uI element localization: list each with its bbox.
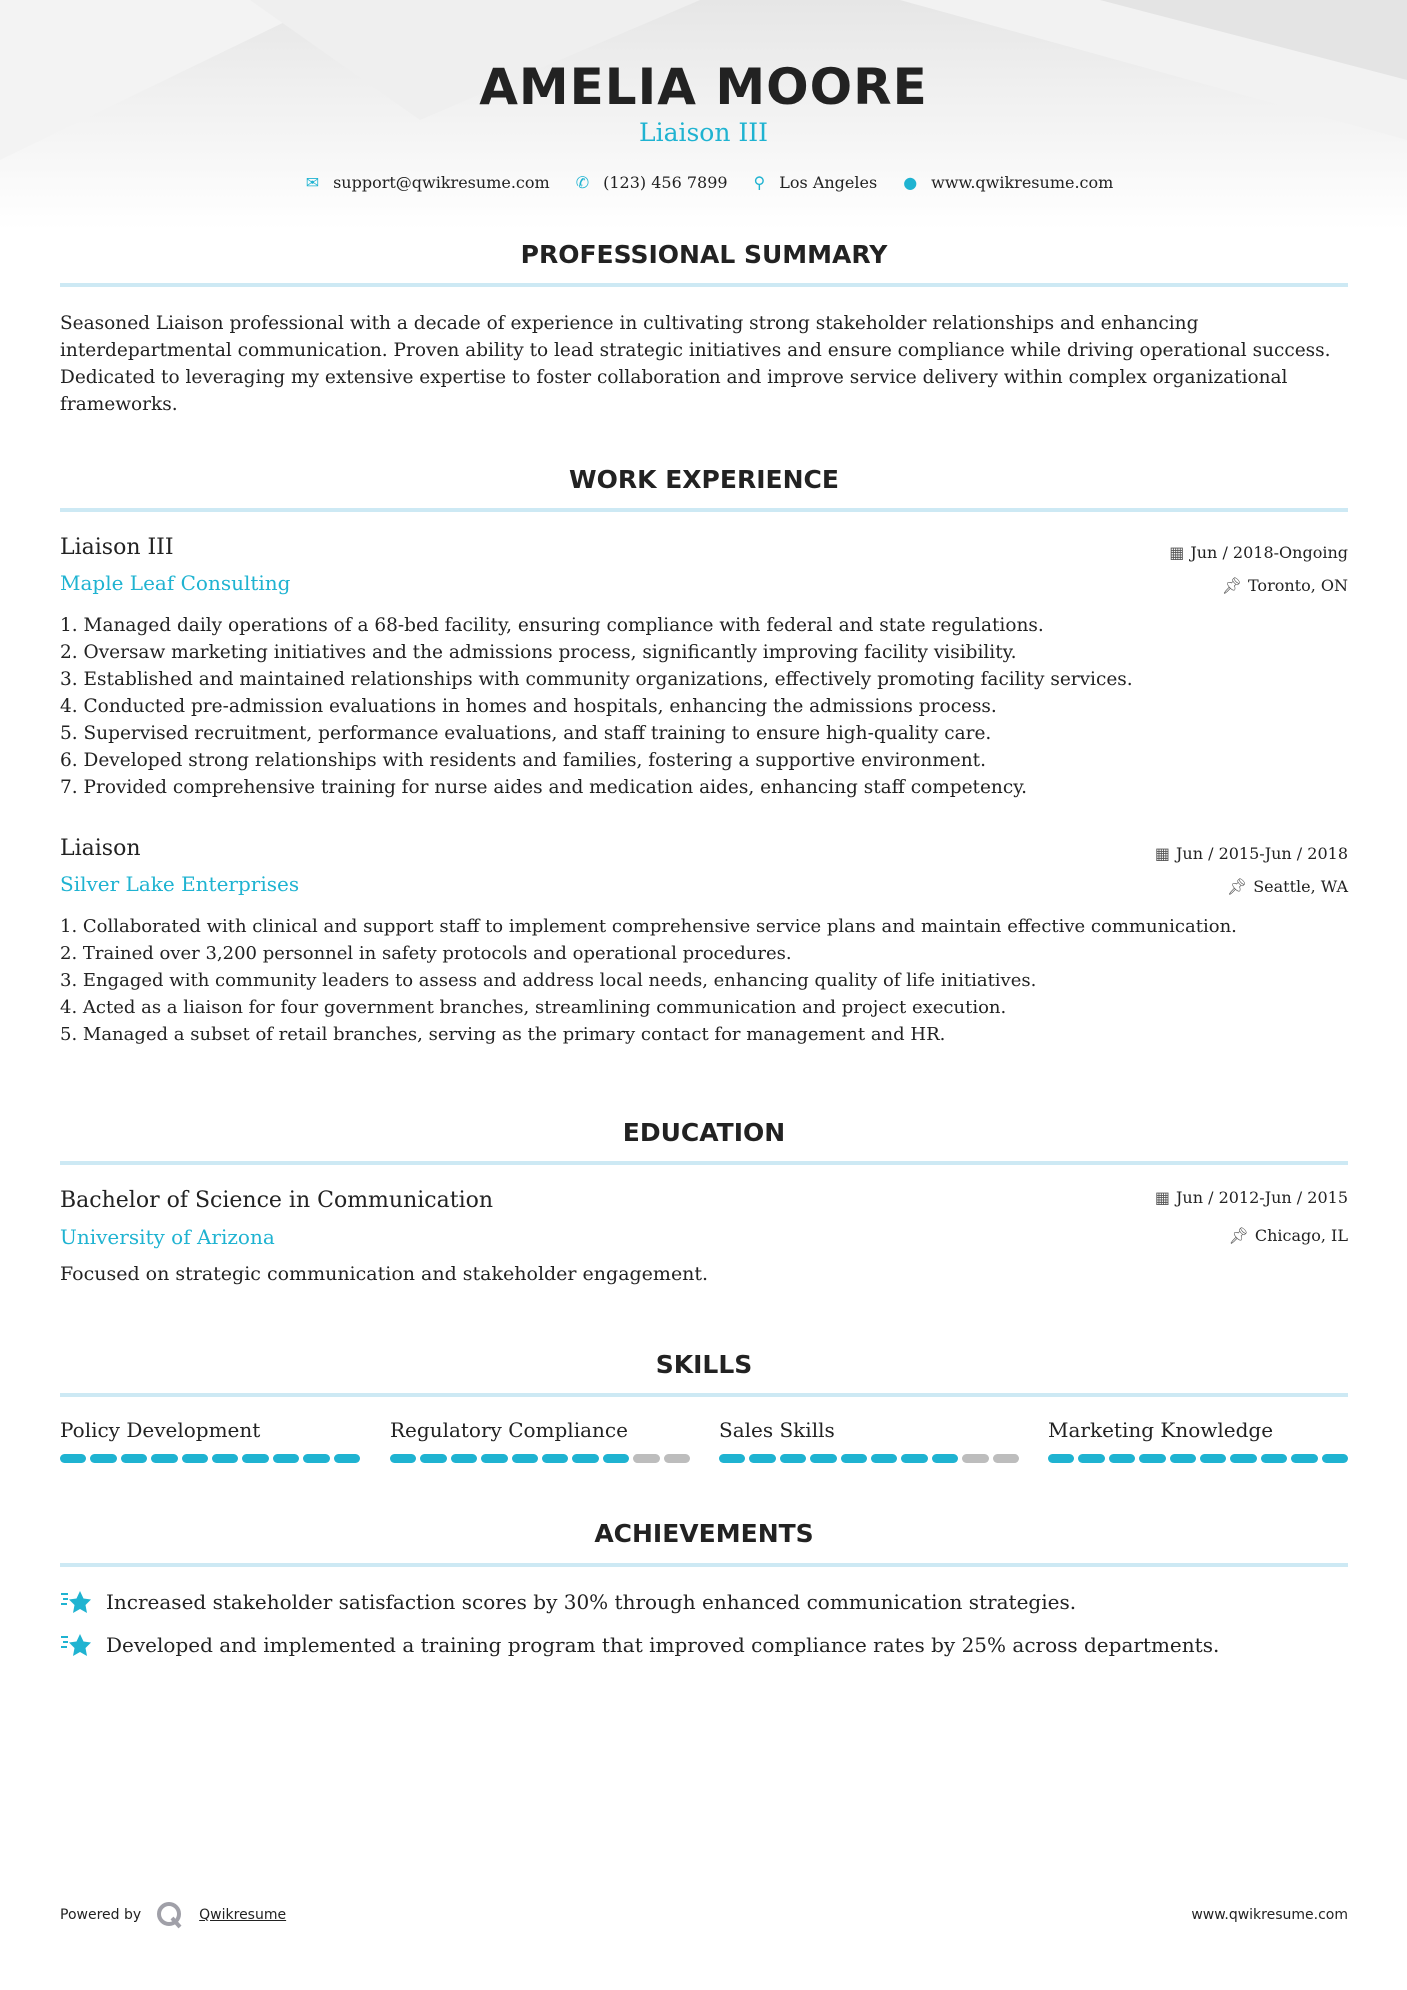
skill-segment-filled [182, 1454, 208, 1463]
skill-level-bar [1048, 1454, 1348, 1463]
education-description: Focused on strategic communication and stakeholder engagement. [60, 1263, 709, 1285]
star-icon [60, 1631, 92, 1659]
education-dates [1155, 1188, 1348, 1207]
footer-website-link[interactable]: www.qwikresume.com [1191, 1907, 1348, 1923]
dates-text: Jun / 2012-Jun / 2015 [1175, 1188, 1348, 1207]
job-bullets [60, 913, 1360, 1048]
skill-item [1048, 1418, 1348, 1463]
skill-segment-filled [1048, 1454, 1074, 1463]
calendar-icon: ▦ [1154, 844, 1170, 863]
location-text: Los Angeles [779, 173, 878, 192]
skill-segment-filled [1200, 1454, 1226, 1463]
achievement-text: Developed and implemented a training program that improved compliance rates by 25% across departments. [106, 1633, 1220, 1657]
skill-segment-empty [664, 1454, 690, 1463]
skill-segment-filled [273, 1454, 299, 1463]
location-text: Seattle, WA [1253, 877, 1348, 896]
list-item: 2. Trained over 3,200 personnel in safety protocols and operational procedures. [60, 943, 792, 964]
section-heading-skills: SKILLS [655, 1350, 753, 1379]
skill-segment-filled [60, 1454, 86, 1463]
skill-segment-empty [993, 1454, 1019, 1463]
skill-segment-empty [962, 1454, 988, 1463]
list-item: 5. Managed a subset of retail branches, serving as the primary contact for management and HR. [60, 1024, 946, 1045]
divider [60, 1563, 1348, 1567]
achievement-item [60, 1588, 1076, 1616]
job-title: Liaison [60, 836, 141, 861]
company-name: Maple Leaf Consulting [60, 571, 291, 595]
phone-text: (123) 456 7899 [603, 173, 728, 192]
skill-segment-filled [481, 1454, 507, 1463]
divider [60, 1161, 1348, 1165]
phone-icon: ✆ [575, 173, 590, 192]
skill-segment-filled [1322, 1454, 1348, 1463]
skill-name: Regulatory Compliance [390, 1418, 628, 1442]
divider [60, 508, 1348, 512]
footer-powered [60, 1900, 286, 1930]
website-link[interactable]: www.qwikresume.com [931, 173, 1114, 192]
skill-segment-filled [303, 1454, 329, 1463]
skill-segment-filled [334, 1454, 360, 1463]
skill-segment-filled [121, 1454, 147, 1463]
skill-segment-filled [451, 1454, 477, 1463]
list-item: 1. Collaborated with clinical and support staff to implement comprehensive service plans and maintain effective communication. [60, 916, 1237, 937]
location-text: Chicago, IL [1254, 1226, 1348, 1245]
dates-text: Jun / 2015-Jun / 2018 [1175, 844, 1348, 863]
qwikresume-logo-icon [155, 1900, 185, 1930]
skill-item [719, 1418, 1019, 1463]
pushpin-icon: 📌︎ [1228, 1226, 1249, 1245]
skill-name: Policy Development [60, 1418, 261, 1442]
list-item: 3. Established and maintained relationships with community organizations, effectively promoting facility services. [60, 669, 1133, 690]
list-item: 5. Supervised recruitment, performance evaluations, and staff training to ensure high-quality care. [60, 723, 992, 744]
job-bullets [60, 612, 1360, 801]
section-heading-experience: WORK EXPERIENCE [569, 465, 839, 494]
achievement-text: Increased stakeholder satisfaction scores by 30% through enhanced communication strategies. [106, 1590, 1077, 1614]
skill-segment-filled [841, 1454, 867, 1463]
section-heading-summary: PROFESSIONAL SUMMARY [520, 240, 888, 269]
skill-segment-filled [212, 1454, 238, 1463]
skill-segment-filled [1170, 1454, 1196, 1463]
list-item: 6. Developed strong relationships with residents and families, fostering a supportive environment. [60, 750, 986, 771]
qwikresume-link[interactable]: Qwikresume [199, 1907, 287, 1923]
skill-segment-filled [932, 1454, 958, 1463]
list-item: 3. Engaged with community leaders to assess and address local needs, enhancing quality of life initiatives. [60, 970, 1037, 991]
summary-text: Seasoned Liaison professional with a decade of experience in cultivating strong stakeholder relationships and enhancing interdepartmental communication. Proven ability to lead strategic initiatives and ensure compliance while driving operational success. Dedicated to leveraging my extensive expertise to foster collaboration and improve service delivery within complex organizational frameworks. [60, 313, 1331, 415]
skill-segment-filled [1109, 1454, 1135, 1463]
skill-segment-filled [390, 1454, 416, 1463]
pushpin-icon: 📌︎ [1221, 576, 1242, 595]
candidate-name: AMELIA MOORE [479, 58, 928, 116]
skill-segment-filled [542, 1454, 568, 1463]
email-link[interactable]: support@qwikresume.com [333, 173, 550, 192]
skill-segment-filled [1230, 1454, 1256, 1463]
skill-segment-filled [719, 1454, 745, 1463]
list-item: 4. Conducted pre-admission evaluations in homes and hospitals, enhancing the admissions process. [60, 696, 997, 717]
skill-level-bar [719, 1454, 1019, 1463]
skill-segment-filled [1078, 1454, 1104, 1463]
skill-segment-filled [90, 1454, 116, 1463]
skill-segment-filled [749, 1454, 775, 1463]
pushpin-icon: 📌︎ [1226, 877, 1248, 896]
dates-text: Jun / 2018-Ongoing [1190, 543, 1348, 562]
skill-segment-filled [1291, 1454, 1317, 1463]
skill-segment-filled [901, 1454, 927, 1463]
skill-item [60, 1418, 360, 1463]
powered-by-label: Powered by [60, 1907, 142, 1923]
job-location [1222, 576, 1348, 595]
map-pin-icon: ⚲ [753, 173, 766, 192]
company-name: Silver Lake Enterprises [60, 872, 300, 896]
skill-segment-empty [633, 1454, 659, 1463]
divider [60, 283, 1348, 287]
skill-segment-filled [512, 1454, 538, 1463]
list-item: 4. Acted as a liaison for four government branches, streamlining communication and project execution. [60, 997, 1007, 1018]
divider [60, 1393, 1348, 1397]
skill-name: Marketing Knowledge [1048, 1418, 1274, 1442]
achievement-item [60, 1631, 1219, 1659]
skill-segment-filled [871, 1454, 897, 1463]
education-location [1229, 1226, 1348, 1245]
contact-row [0, 173, 1407, 192]
school-name: University of Arizona [60, 1225, 275, 1249]
skill-level-bar [390, 1454, 690, 1463]
candidate-role: Liaison III [638, 118, 769, 147]
skill-segment-filled [1261, 1454, 1287, 1463]
skill-segment-filled [780, 1454, 806, 1463]
skill-segment-filled [151, 1454, 177, 1463]
skill-item [390, 1418, 690, 1463]
calendar-icon: ▦ [1154, 1188, 1170, 1207]
job-location [1227, 877, 1348, 896]
job-dates [1169, 543, 1348, 562]
section-heading-education: EDUCATION [622, 1118, 786, 1147]
skill-segment-filled [603, 1454, 629, 1463]
job-dates [1155, 844, 1348, 863]
skill-level-bar [60, 1454, 360, 1463]
skill-segment-filled [810, 1454, 836, 1463]
envelope-icon: ✉ [305, 173, 320, 192]
list-item: 1. Managed daily operations of a 68-bed facility, ensuring compliance with federal and state regulations. [60, 615, 1044, 636]
skill-segment-filled [572, 1454, 598, 1463]
skill-segment-filled [1139, 1454, 1165, 1463]
globe-icon: ● [903, 173, 918, 192]
star-icon [60, 1588, 92, 1616]
degree-title: Bachelor of Science in Communication [60, 1188, 494, 1213]
skill-name: Sales Skills [719, 1418, 835, 1442]
list-item: 7. Provided comprehensive training for nurse aides and medication aides, enhancing staff competency. [60, 777, 1028, 798]
calendar-icon: ▦ [1169, 543, 1185, 562]
section-heading-achievements: ACHIEVEMENTS [594, 1519, 814, 1548]
location-text: Toronto, ON [1248, 576, 1348, 595]
job-title: Liaison III [60, 535, 174, 560]
list-item: 2. Oversaw marketing initiatives and the admissions process, significantly improving facility visibility. [60, 642, 1017, 663]
skill-segment-filled [420, 1454, 446, 1463]
skill-segment-filled [242, 1454, 268, 1463]
